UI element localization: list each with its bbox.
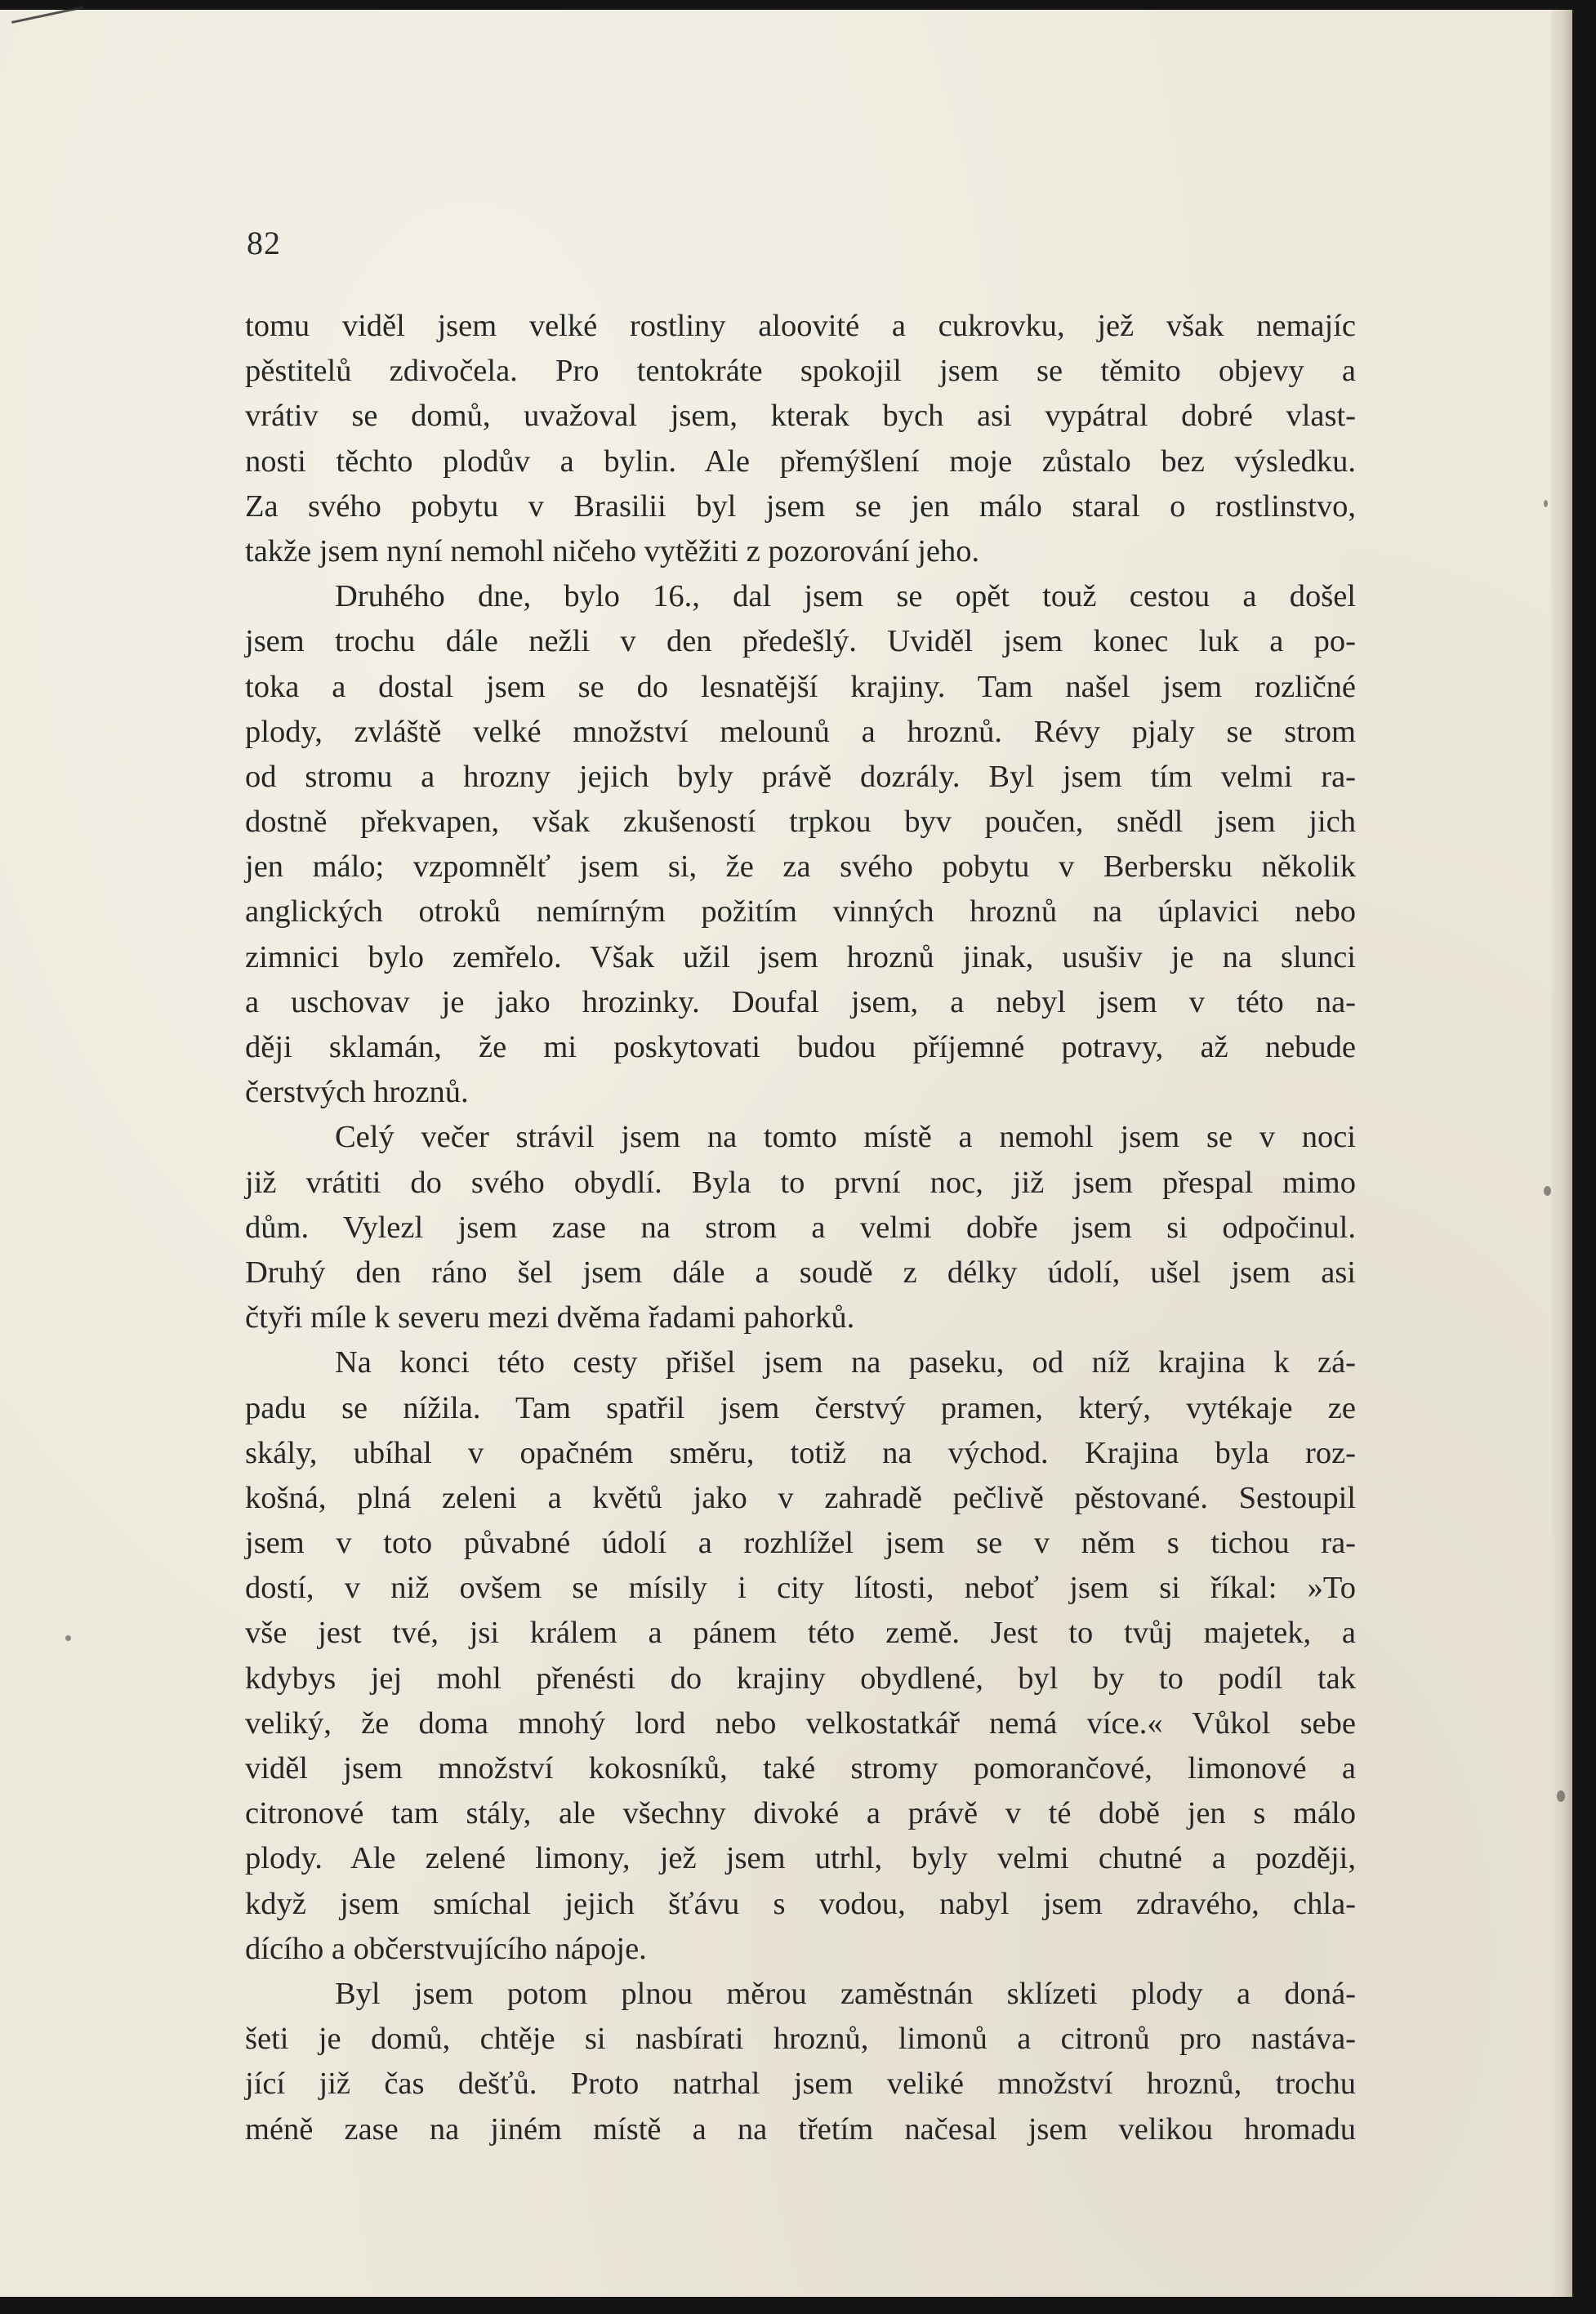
corner-mark [11, 6, 91, 56]
text-line: plody. Ale zelené limony, jež jsem utrhl, byly velmi chutné a později, [245, 1841, 1356, 1876]
text-line: jící již čas dešťů. Proto natrhal jsem veliké množství hroznů, trochu [245, 2067, 1356, 2102]
text-line: Celý večer strávil jsem na tomto místě a nemohl jsem se v noci [335, 1120, 1356, 1155]
text-line: tomu viděl jsem velké rostliny aloovité a cukrovku, jež však nemajíc [245, 309, 1356, 343]
text-line: padu se nížila. Tam spatřil jsem čerstvý pramen, který, vytékaje ze [245, 1390, 1356, 1425]
text-line: citronové tam stály, ale všechny divoké a právě v té době jen s málo [245, 1796, 1356, 1831]
text-line: plody, zvláště velké množství melounů a hroznů. Révy pjaly se strom [245, 714, 1356, 749]
text-line: dostně překvapen, však zkušeností trpkou byv poučen, snědl jsem jich [245, 805, 1356, 840]
text-line: košná, plná zeleni a květů jako v zahradě pečlivě pěstované. Sestoupil [245, 1480, 1356, 1515]
ink-speck [1544, 1186, 1551, 1196]
text-line: Byl jsem potom plnou měrou zaměstnán sklízeti plody a doná- [335, 1976, 1356, 2011]
text-line: ději sklamán, že mi poskytovati budou příjemné potravy, až nebude [245, 1030, 1356, 1064]
text-line: Na konci této cesty přišel jsem na paseku, od níž krajina k zá- [335, 1345, 1356, 1380]
text-line: jsem trochu dále nežli v den předešlý. Uviděl jsem konec luk a po- [245, 624, 1356, 659]
text-line: čtyři míle k severu mezi dvěma řadami pahorků. [245, 1300, 855, 1335]
text-line: anglických otroků nemírným požitím vinných hroznů na úplavici nebo [245, 894, 1356, 930]
text-line: nosti těchto plodův a bylin. Ale přemýšlení moje zůstalo bez výsledku. [245, 444, 1356, 479]
text-line: toka a dostal jsem se do lesnatější krajiny. Tam našel jsem rozličné [245, 669, 1356, 704]
text-line: dícího a občerstvujícího nápoje. [245, 1931, 647, 1966]
text-line: jsem v toto půvabné údolí a rozhlížel jsem se v něm s tichou ra- [245, 1526, 1356, 1561]
ink-speck [65, 1635, 71, 1641]
text-line: Druhého dne, bylo 16., dal jsem se opět touž cestou a došel [335, 579, 1356, 614]
text-line: šeti je domů, chtěje si nasbírati hroznů, limonů a citronů pro nastáva- [245, 2022, 1356, 2057]
text-line: veliký, že doma mnohý lord nebo velkostatkář nemá více.« Vůkol sebe [245, 1705, 1356, 1741]
text-line: takže jsem nyní nemohl ničeho vytěžiti z pozorování jeho. [245, 533, 980, 568]
text-line: pěstitelů zdivočela. Pro tentokráte spokojil jsem se těmito objevy a [245, 354, 1356, 389]
text-line: jen málo; vzpomnělť jsem si, že za svého pobytu v Berbersku několik [245, 849, 1356, 885]
text-line: vrátiv se domů, uvažoval jsem, kterak bych asi vypátral dobré vlast- [245, 399, 1356, 434]
text-line: když jsem smíchal jejich šťávu s vodou, nabyl jsem zdravého, chla- [245, 1886, 1356, 1921]
page-edge [1551, 10, 1572, 2297]
text-line: čerstvých hroznů. [245, 1075, 469, 1110]
text-line: a uschovav je jako hrozinky. Doufal jsem, a nebyl jsem v této na- [245, 984, 1356, 1019]
text-line: od stromu a hrozny jejich byly právě dozrály. Byl jsem tím velmi ra- [245, 759, 1356, 794]
text-line: méně zase na jiném místě a na třetím načesal jsem velikou hromadu [245, 2111, 1356, 2147]
book-page [0, 10, 1572, 2297]
ink-speck [1544, 500, 1548, 507]
text-line: zimnici bylo zemřelo. Však užil jsem hroznů jinak, usušiv je na slunci [245, 939, 1356, 974]
text-line: dostí, v niž ovšem se mísily i city lítosti, neboť jsem si říkal: »To [245, 1571, 1356, 1606]
text-line: dům. Vylezl jsem zase na strom a velmi dobře jsem si odpočinul. [245, 1210, 1356, 1245]
text-line: skály, ubíhal v opačném směru, totiž na východ. Krajina byla roz- [245, 1435, 1356, 1470]
body-text [245, 304, 1356, 2152]
text-line: již vrátiti do svého obydlí. Byla to první noc, již jsem přespal mimo [245, 1165, 1356, 1200]
page-number: 82 [247, 225, 281, 261]
ink-speck [1557, 1790, 1565, 1802]
text-line: Za svého pobytu v Brasilii byl jsem se jen málo staral o rostlinstvo, [245, 488, 1356, 524]
text-line: Druhý den ráno šel jsem dále a soudě z délky údolí, ušel jsem asi [245, 1255, 1356, 1290]
text-line: vše jest tvé, jsi králem a pánem této země. Jest to tvůj majetek, a [245, 1616, 1356, 1651]
text-line: viděl jsem množství kokosníků, také stromy pomorančové, limonové a [245, 1751, 1356, 1786]
text-line: kdybys jej mohl přenésti do krajiny obydlené, byl by to podíl tak [245, 1661, 1356, 1696]
